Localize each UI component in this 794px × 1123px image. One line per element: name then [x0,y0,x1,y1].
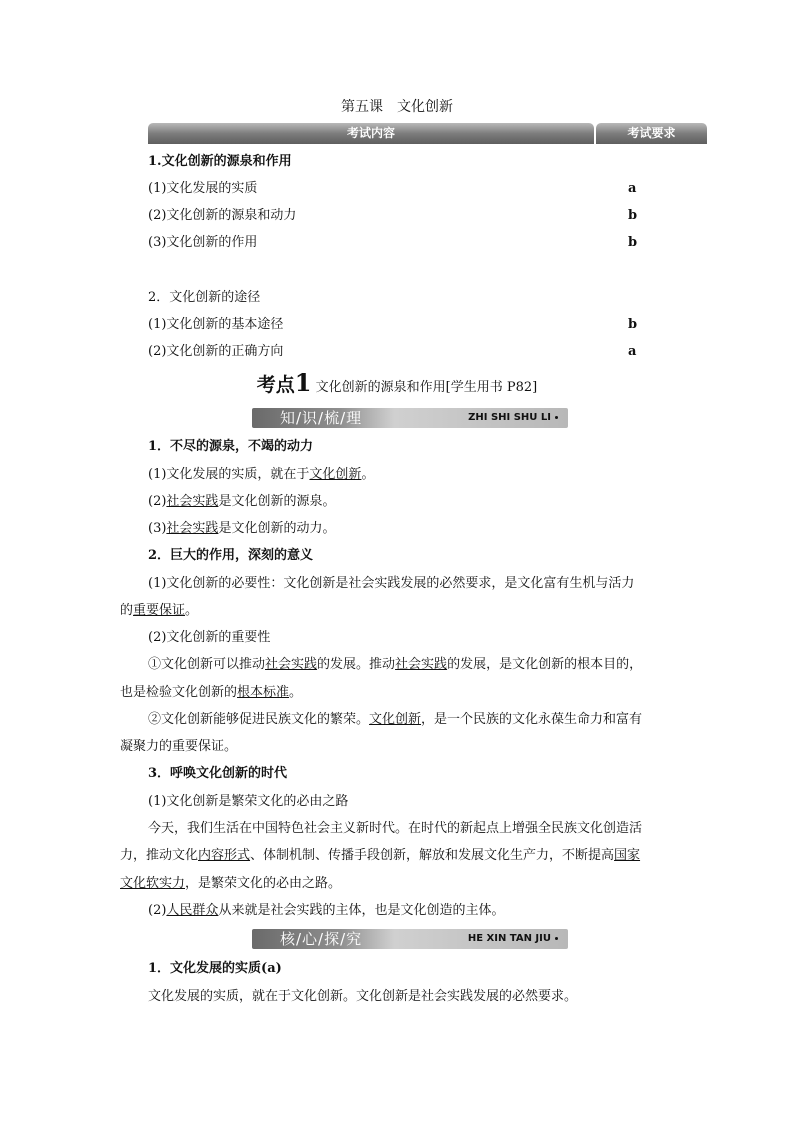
paragraph-line: 凝聚力的重要保证。 [120,739,238,754]
table-row-req: b [628,317,638,332]
section-banner-knowledge [252,408,568,428]
exam-table-header [148,123,708,144]
paragraph-line: (1)文化创新是繁荣文化的必由之路 [148,794,349,809]
knowledge-line: (2)社会实践是文化创新的源泉。 [148,494,336,509]
paragraph-line: (1)文化创新的必要性：文化创新是社会实践发展的必然要求，是文化富有生机与活力 [148,576,635,591]
core-heading-1: 1．文化发展的实质(a) [148,961,282,976]
table-row-content: (1)文化发展的实质 [148,181,258,196]
table-row-content: (2)文化创新的正确方向 [148,344,284,359]
banner-en: ZHI SHI SHU LI [468,408,558,428]
banner-cn: 知/识/梳/理 [280,409,363,427]
table-row-req: a [628,344,637,359]
dot-icon [555,416,558,419]
section-heading: 1.文化创新的源泉和作用 [148,154,292,169]
header-requirement: 考试要求 [596,123,707,144]
table-row-content: (2)文化创新的源泉和动力 [148,208,297,223]
table-row-req: b [628,235,638,250]
knowledge-heading-1: 1．不尽的源泉，不竭的动力 [148,439,314,454]
banner-en: HE XIN TAN JIU [468,929,558,949]
paragraph-line: (2)文化创新的重要性 [148,630,271,645]
section-heading: 2．文化创新的途径 [148,290,261,305]
dot-icon [555,937,558,940]
table-row-content: (3)文化创新的作用 [148,235,258,250]
page-title: 第五课 文化创新 [341,99,453,115]
kaodian-number: 1 [294,368,312,397]
knowledge-heading-2: 2．巨大的作用，深刻的意义 [148,548,314,563]
section-banner-core [252,929,568,949]
knowledge-line: (3)社会实践是文化创新的动力。 [148,521,336,536]
paragraph-line: 的重要保证。 [120,603,199,618]
header-content: 考试内容 [148,123,594,144]
paragraph-line: 文化软实力，是繁荣文化的必由之路。 [120,876,342,891]
paragraph-line: ①文化创新可以推动社会实践的发展。推动社会实践的发展，是文化创新的根本目的， [148,657,643,672]
paragraph-line: 力，推动文化内容形式、体制机制、传播手段创新，解放和发展文化生产力，不断提高国家 [120,848,641,863]
kaodian-heading [0,368,794,397]
paragraph-line: 今天，我们生活在中国特色社会主义新时代。在时代的新起点上增强全民族文化创造活 [148,821,643,836]
paragraph-line: 也是检验文化创新的根本标准。 [120,685,303,700]
banner-cn: 核/心/探/究 [280,930,363,948]
paragraph-line: (2)人民群众从来就是社会实践的主体，也是文化创造的主体。 [148,903,505,918]
table-row-content: (1)文化创新的基本途径 [148,317,284,332]
paragraph-line: 文化发展的实质，就在于文化创新。文化创新是社会实践发展的必然要求。 [148,989,578,1004]
table-row-req: b [628,208,638,223]
table-row-req: a [628,181,637,196]
knowledge-line: (1)文化发展的实质，就在于文化创新。 [148,467,375,482]
kaodian-text: 文化创新的源泉和作用[学生用书 P82] [315,380,538,395]
paragraph-line: ②文化创新能够促进民族文化的繁荣。文化创新，是一个民族的文化永葆生命力和富有 [148,712,643,727]
knowledge-heading-3: 3．呼唤文化创新的时代 [148,766,288,781]
kaodian-label: 考点 [256,374,295,396]
